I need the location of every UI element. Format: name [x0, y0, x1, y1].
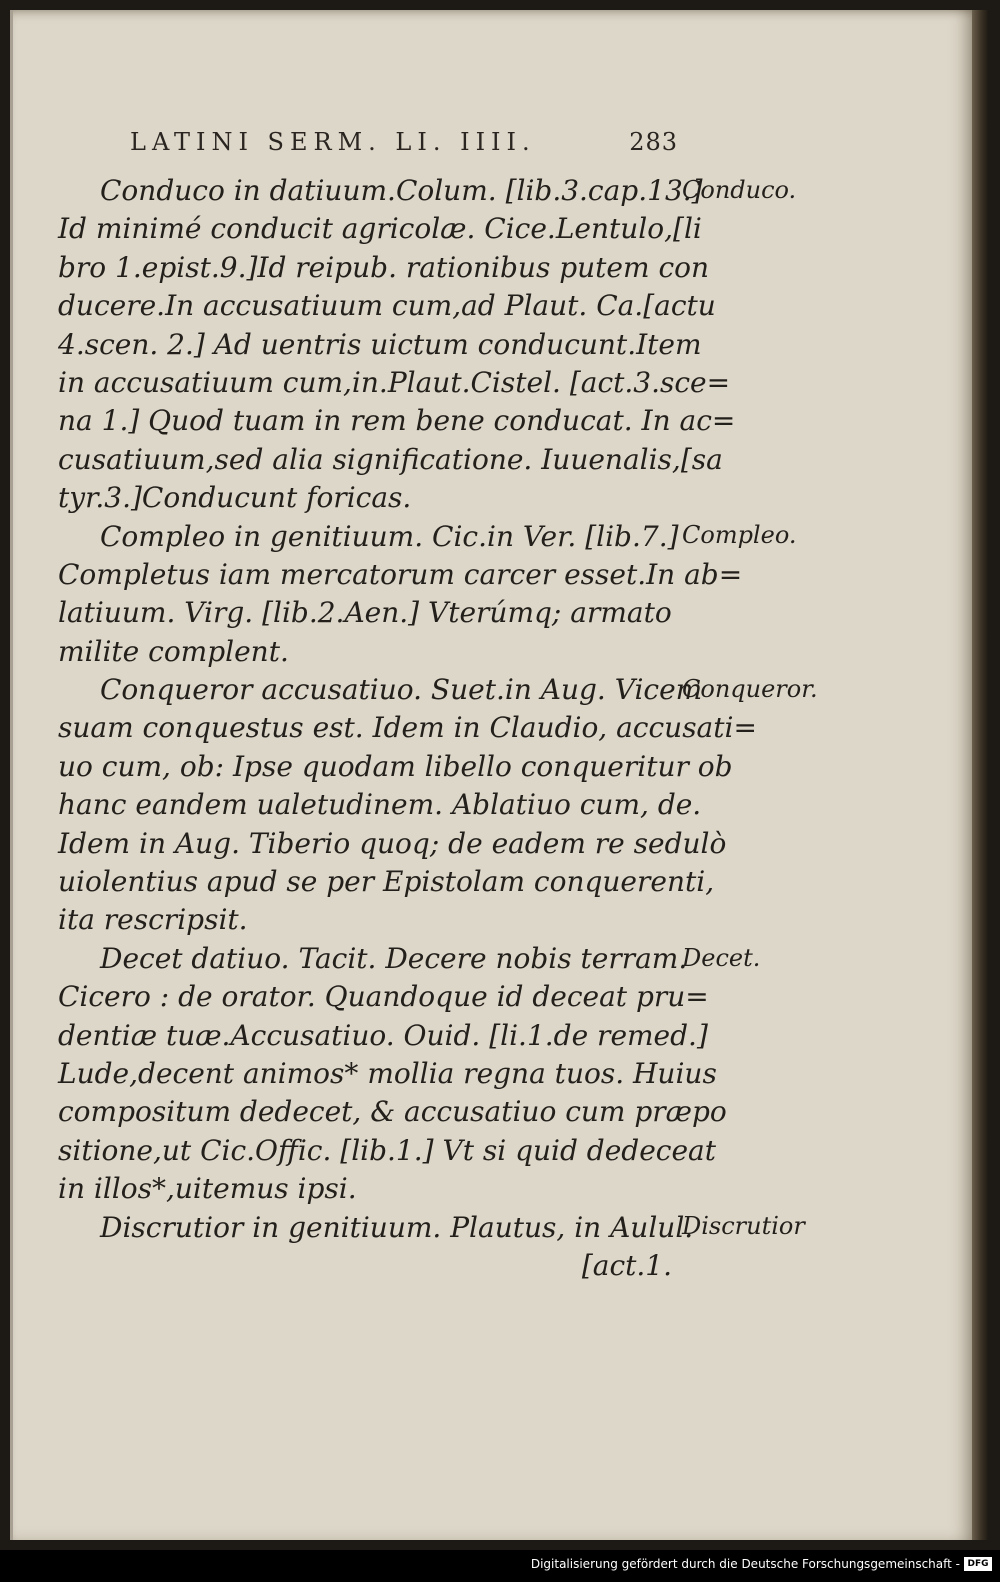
dfg-logo-icon: DFG [964, 1557, 992, 1571]
margin-note-decet: Decet. [682, 944, 761, 972]
text-line: Idem in Aug. Tiberio quoq; de eadem re sedulò [58, 826, 727, 860]
text-line: bro 1.epist.9.]Id reipub. rationibus putem con [58, 250, 710, 284]
margin-note-conduco: Conduco. [682, 176, 797, 204]
text-line: Compleo in genitiuum. Cic.in Ver. [lib.7.] [100, 519, 679, 553]
text-line: compositum dedecet, & accusatiuo cum præpo [58, 1095, 727, 1129]
margin-note-conqueror: Conqueror. [682, 675, 818, 703]
text-line: sitione,ut Cic.Offic. [lib.1.] Vt si quid dedeceat [58, 1133, 716, 1167]
text-line: Conduco in datiuum.Colum. [lib.3.cap.13.] [100, 174, 703, 207]
text-line: latiuum. Virg. [lib.2.Aen.] Vterúmq; armato [58, 596, 672, 630]
running-title: LATINI SERM. LI. IIII. [130, 128, 536, 156]
text-line: Cicero : de orator. Quandoque id deceat pru= [58, 980, 709, 1014]
text-line: Conqueror accusatiuo. Suet.in Aug. Vicem [100, 673, 703, 707]
text-line: ducere.In accusatiuum cum,ad Plaut. Ca.[actu [58, 289, 716, 323]
book-spine [972, 10, 988, 1540]
text-line: suam conquestus est. Idem in Claudio, accusati= [58, 711, 757, 745]
text-line: na 1.] Quod tuam in rem bene conducat. In ac= [58, 404, 736, 438]
text-line: Decet datiuo. Tacit. Decere nobis terram. [100, 941, 688, 975]
text-line: cusatiuum,sed alia significatione. Iuuenalis,[sa [58, 442, 723, 476]
funding-credit: Digitalisierung gefördert durch die Deutsche Forschungsgemeinschaft - [530, 1557, 960, 1571]
text-line: Completus iam mercatorum carcer esset.In ab= [58, 557, 743, 591]
running-header [130, 128, 690, 164]
text-line: in accusatiuum cum,in.Plaut.Cistel. [act.3.sce= [58, 365, 731, 399]
text-line: dentiæ tuæ.Accusatiuo. Ouid. [li.1.de remed.] [58, 1018, 708, 1052]
text-line: tyr.3.]Conducunt foricas. [58, 481, 412, 515]
folio-number: 283 [629, 128, 678, 156]
text-line: in illos*,uitemus ipsi. [58, 1172, 357, 1206]
margin-note-compleo: Compleo. [682, 521, 797, 549]
catchword: [act.1. [581, 1248, 672, 1282]
text-line: ita rescripsit. [58, 903, 248, 937]
margin-note-discrutior: Discrutior [682, 1212, 805, 1240]
text-line: hanc eandem ualetudinem. Ablatiuo cum, de. [58, 788, 702, 822]
text-line: milite complent. [58, 634, 289, 668]
text-line: 4.scen. 2.] Ad uentris uictum conducunt.Item [58, 327, 702, 361]
text-line: uo cum, ob: Ipse quodam libello conqueritur ob [58, 749, 733, 783]
text-line: Lude,decent animos* mollia regna tuos. Huius [58, 1056, 717, 1090]
text-line: uiolentius apud se per Epistolam conquerenti, [58, 865, 715, 899]
text-line: Id minimé conducit agricolæ. Cice.Lentulo,[li [58, 212, 702, 246]
text-line: Discrutior in genitiuum. Plautus, in Aulul. [100, 1210, 694, 1244]
body-text [58, 172, 757, 1285]
